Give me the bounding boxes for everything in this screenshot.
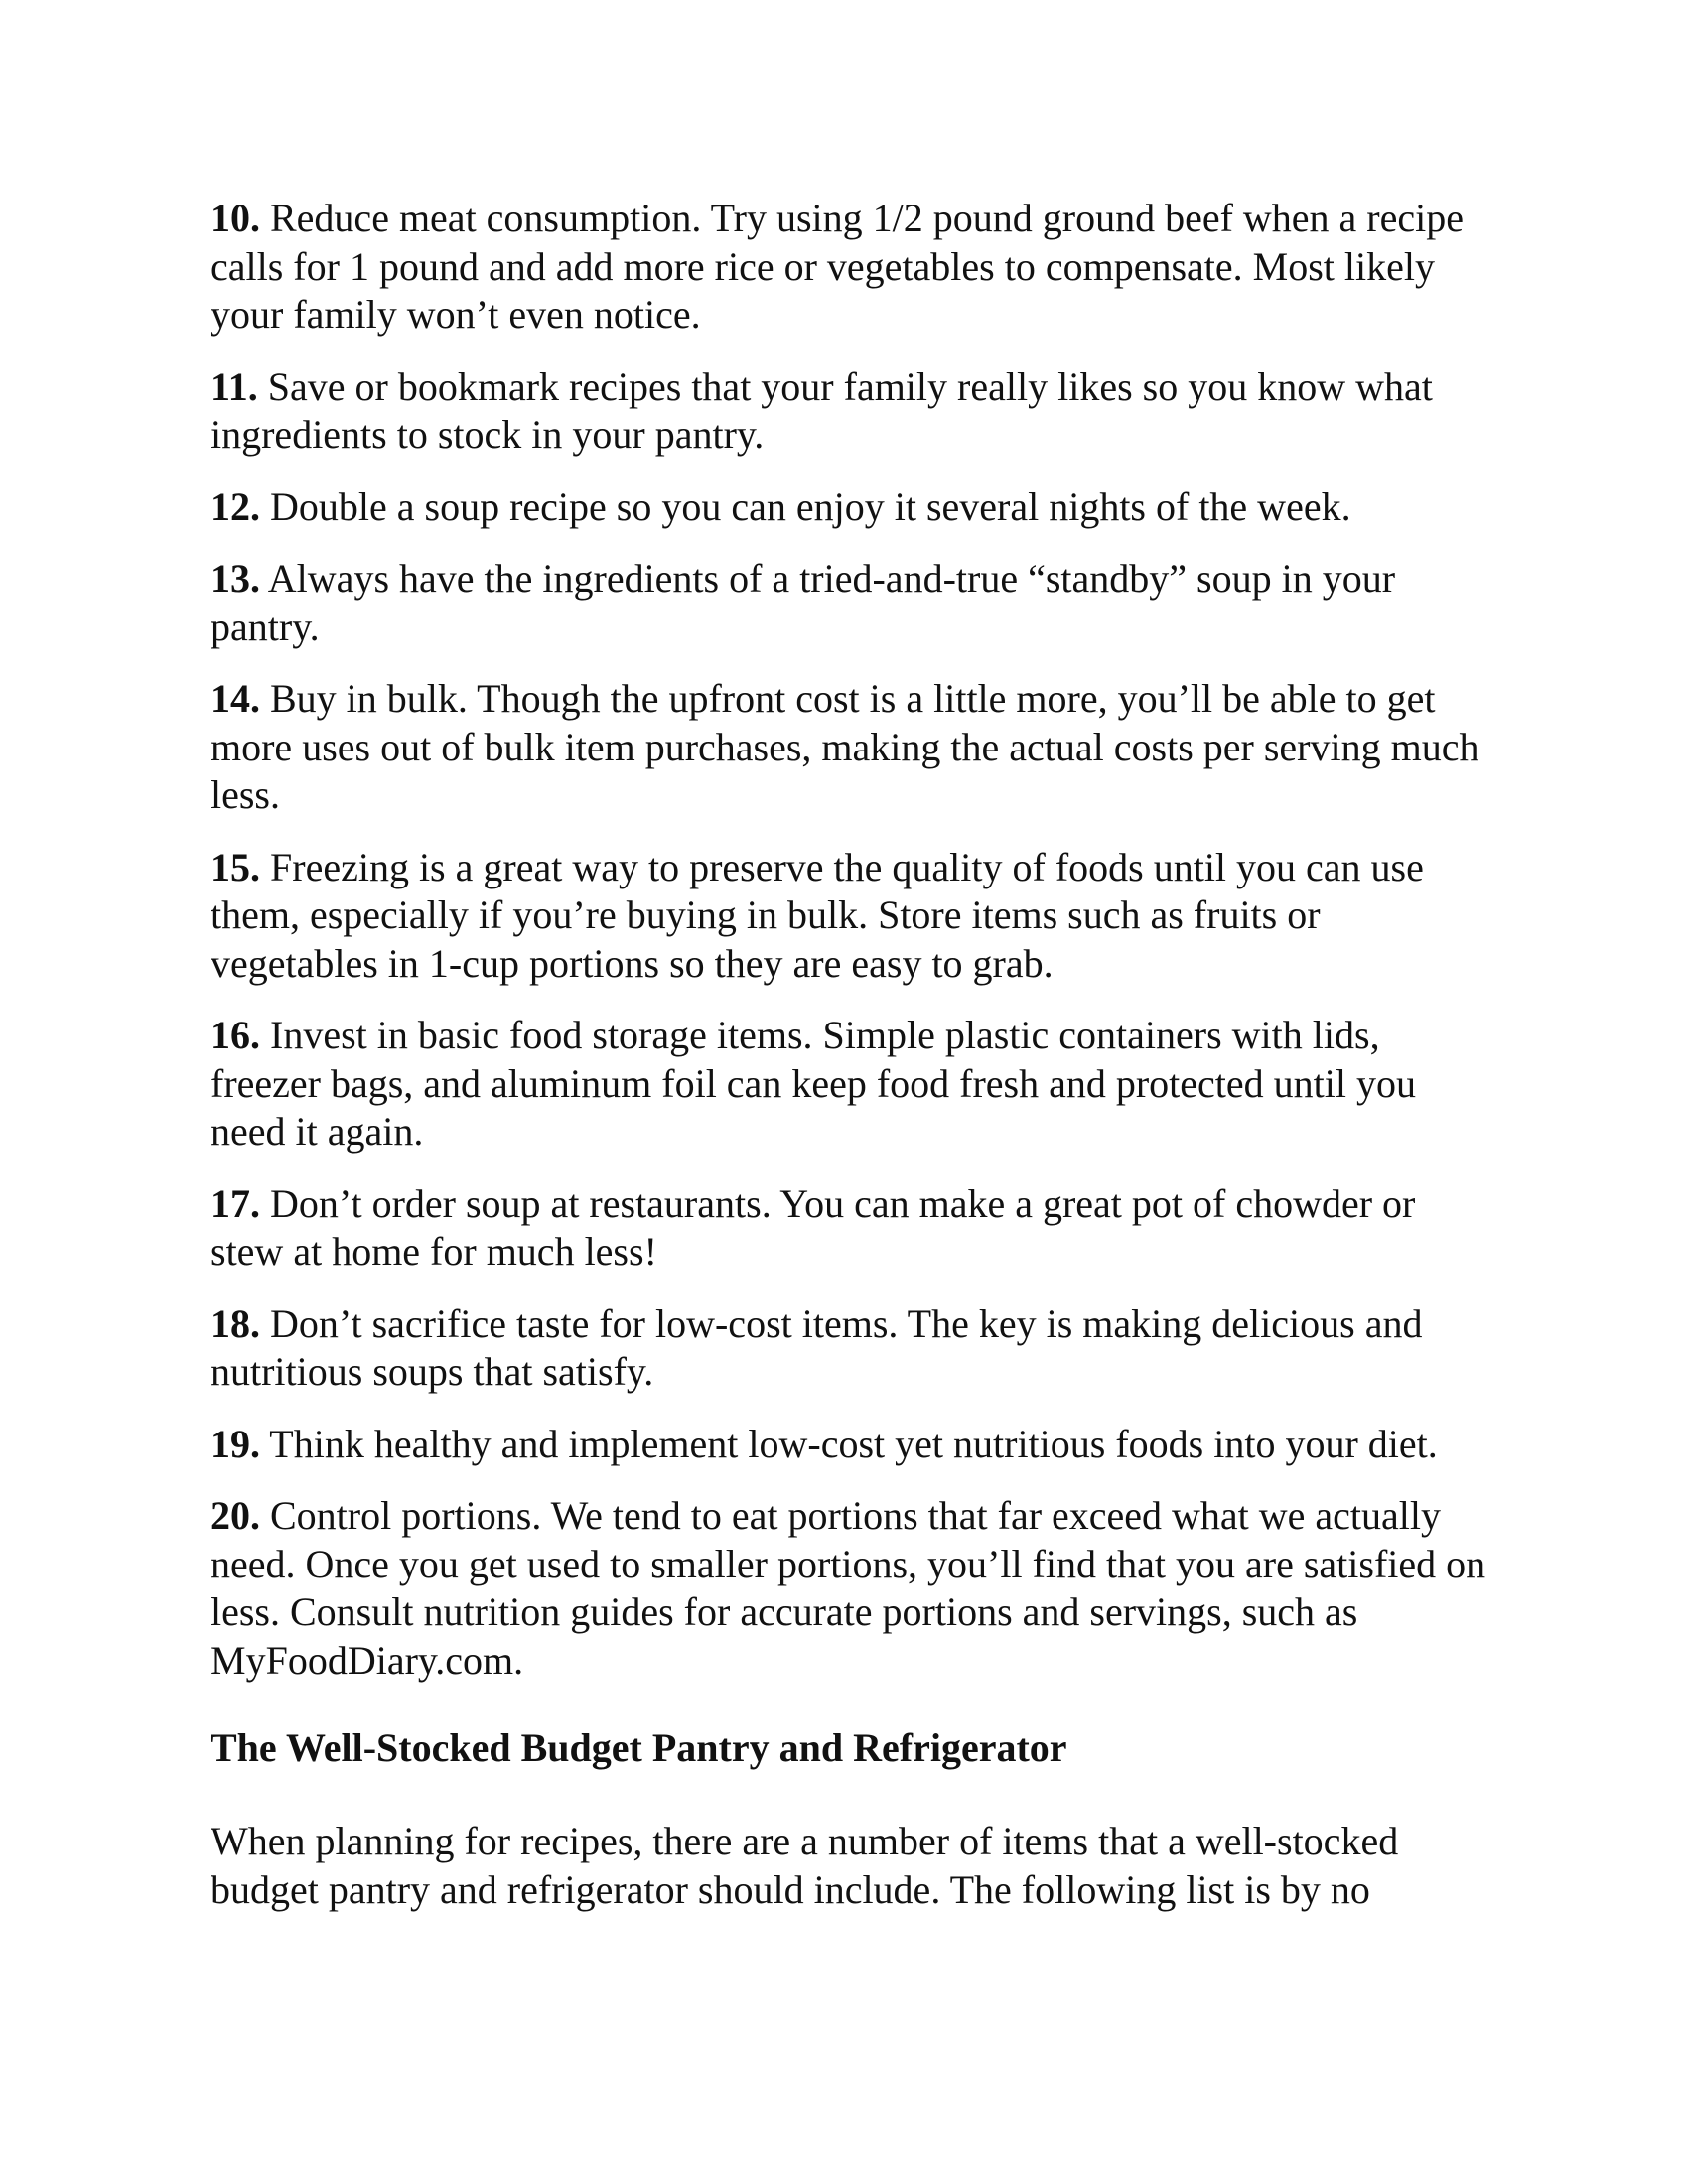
tip-number: 16.: [211, 1013, 260, 1057]
section-intro-paragraph: When planning for recipes, there are a number of items that a well-stocked budget pantry and refrigerator should include. The following list is by no: [211, 1819, 1399, 1912]
tip-number: 14.: [211, 676, 260, 721]
tip-item: [211, 363, 1491, 460]
tip-text: Save or bookmark recipes that your family really likes so you know what ingredients to stock in your pantry.: [211, 363, 1433, 457]
tip-text: Invest in basic food storage items. Simple plastic containers with lids, freezer bags, and aluminum foil can keep food fresh and protected until you need it again.: [211, 1013, 1417, 1154]
tip-item: [211, 1180, 1491, 1277]
tip-text: Freezing is a great way to preserve the quality of foods until you can use them, especially if you’re buying in bulk. Store items such as fruits or vegetables in 1-cup portions so they are easy to grab.: [211, 844, 1424, 986]
tip-number: 10.: [211, 196, 260, 240]
tip-item: [211, 1012, 1491, 1157]
tip-item: [211, 1300, 1491, 1397]
tip-number: 18.: [211, 1300, 260, 1346]
tip-item: [211, 483, 1491, 532]
tip-item: [211, 675, 1491, 820]
tip-text: Think healthy and implement low-cost yet nutritious foods into your diet.: [269, 1421, 1438, 1466]
tip-item: [211, 195, 1491, 340]
tip-number: 20.: [211, 1493, 260, 1538]
tip-text: Don’t order soup at restaurants. You can make a great pot of chowder or stew at home for much less!: [211, 1180, 1416, 1274]
tip-text: Buy in bulk. Though the upfront cost is a little more, you’ll be able to get more uses out of bulk item purchases, making the actual costs per serving much less.: [211, 676, 1479, 817]
tips-list: [211, 195, 1491, 1685]
tip-number: 17.: [211, 1180, 260, 1226]
tip-item: [211, 1421, 1491, 1469]
tip-text: Always have the ingredients of a tried-and-true “standby” soup in your pantry.: [211, 556, 1396, 649]
tip-number: 12.: [211, 483, 260, 529]
tip-number: 13.: [211, 556, 260, 601]
tip-number: 11.: [211, 363, 258, 409]
tip-text: Reduce meat consumption. Try using 1/2 pound ground beef when a recipe calls for 1 pound and add more rice or vegetables to compensate. Most likely your family won’t even notice.: [211, 196, 1464, 337]
tip-text: Control portions. We tend to eat portions that far exceed what we actually need. Once you get used to smaller portions, you’ll find that you are satisfied on less. Consult nutrition guides for accurate portions and servings, such as MyFoodDiary.com.: [211, 1493, 1486, 1683]
tip-item: [211, 1492, 1491, 1685]
document-page: [211, 195, 1491, 1914]
tip-text: Don’t sacrifice taste for low-cost items. The key is making delicious and nutritious soups that satisfy.: [211, 1300, 1423, 1394]
tip-item: [211, 555, 1491, 651]
tip-number: 19.: [211, 1421, 260, 1466]
tip-text: Double a soup recipe so you can enjoy it several nights of the week.: [270, 483, 1351, 529]
tip-number: 15.: [211, 844, 260, 889]
tip-item: [211, 844, 1491, 989]
section-heading: The Well-Stocked Budget Pantry and Refrigerator: [211, 1725, 1067, 1770]
